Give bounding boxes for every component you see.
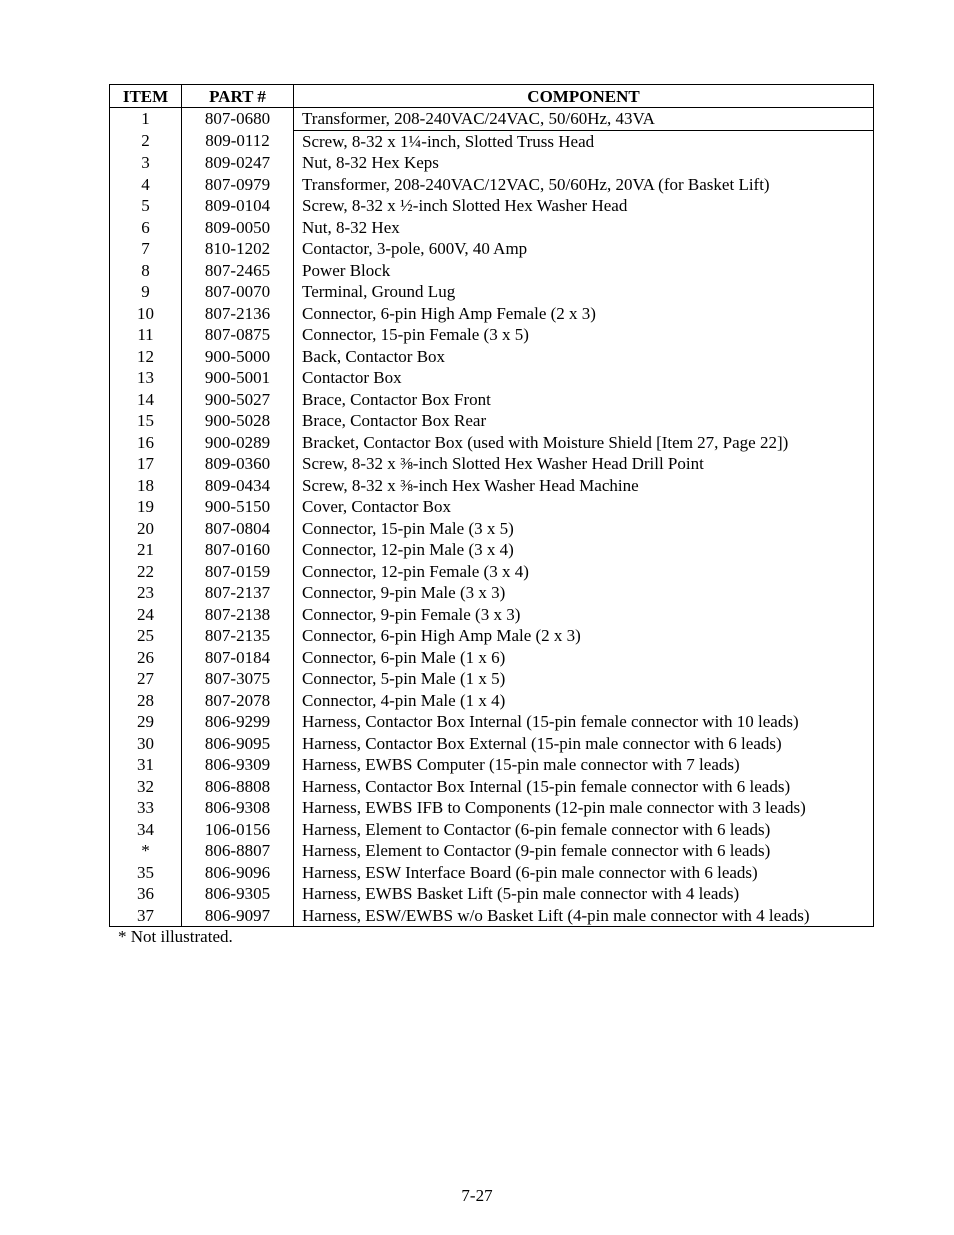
component-cell: Connector, 9-pin Male (3 x 3)	[294, 582, 874, 604]
part-number-cell: 806-9308	[182, 797, 294, 819]
item-cell: 21	[110, 539, 182, 561]
table-row	[110, 217, 874, 239]
item-cell: *	[110, 840, 182, 862]
component-cell: Cover, Contactor Box	[294, 496, 874, 518]
table-row	[110, 453, 874, 475]
component-cell: Bracket, Contactor Box (used with Moisture Shield [Item 27, Page 22])	[294, 432, 874, 454]
part-number-cell: 807-0159	[182, 561, 294, 583]
table-row	[110, 690, 874, 712]
part-number-cell: 807-0184	[182, 647, 294, 669]
component-cell: Harness, EWBS Basket Lift (5-pin male connector with 4 leads)	[294, 883, 874, 905]
component-cell: Connector, 6-pin Male (1 x 6)	[294, 647, 874, 669]
table-row	[110, 518, 874, 540]
table-row	[110, 582, 874, 604]
part-number-cell: 807-0070	[182, 281, 294, 303]
component-cell: Power Block	[294, 260, 874, 282]
table-header-row	[110, 85, 874, 108]
component-cell: Connector, 6-pin High Amp Male (2 x 3)	[294, 625, 874, 647]
table-row	[110, 905, 874, 927]
item-cell: 33	[110, 797, 182, 819]
component-cell: Connector, 4-pin Male (1 x 4)	[294, 690, 874, 712]
item-cell: 7	[110, 238, 182, 260]
item-cell: 20	[110, 518, 182, 540]
footnote: * Not illustrated.	[118, 927, 233, 946]
part-number-cell: 807-2138	[182, 604, 294, 626]
part-number-cell: 806-9305	[182, 883, 294, 905]
part-number-cell: 807-0979	[182, 174, 294, 196]
component-cell: Screw, 8-32 x ½-inch Slotted Hex Washer Head	[294, 195, 874, 217]
part-number-cell: 807-0160	[182, 539, 294, 561]
part-number-cell: 900-5000	[182, 346, 294, 368]
item-cell: 29	[110, 711, 182, 733]
item-cell: 4	[110, 174, 182, 196]
component-cell: Brace, Contactor Box Rear	[294, 410, 874, 432]
part-number-cell: 807-2136	[182, 303, 294, 325]
item-cell: 35	[110, 862, 182, 884]
item-cell: 31	[110, 754, 182, 776]
table-row	[110, 410, 874, 432]
item-cell: 13	[110, 367, 182, 389]
part-number-cell: 900-5150	[182, 496, 294, 518]
item-cell: 1	[110, 108, 182, 131]
item-cell: 22	[110, 561, 182, 583]
item-cell: 32	[110, 776, 182, 798]
component-cell: Contactor, 3-pole, 600V, 40 Amp	[294, 238, 874, 260]
table-row	[110, 668, 874, 690]
item-cell: 11	[110, 324, 182, 346]
component-cell: Terminal, Ground Lug	[294, 281, 874, 303]
table-row	[110, 260, 874, 282]
table-row	[110, 776, 874, 798]
item-cell: 27	[110, 668, 182, 690]
part-number-cell: 807-2078	[182, 690, 294, 712]
item-cell: 23	[110, 582, 182, 604]
table-row	[110, 432, 874, 454]
part-number-cell: 900-5001	[182, 367, 294, 389]
table-row	[110, 174, 874, 196]
table-row	[110, 883, 874, 905]
part-number-cell: 807-0680	[182, 108, 294, 131]
part-number-cell: 806-9299	[182, 711, 294, 733]
part-number-cell: 807-0804	[182, 518, 294, 540]
part-number-cell: 809-0112	[182, 130, 294, 152]
component-cell: Nut, 8-32 Hex Keps	[294, 152, 874, 174]
component-cell: Connector, 6-pin High Amp Female (2 x 3)	[294, 303, 874, 325]
part-number-cell: 809-0247	[182, 152, 294, 174]
header-item: ITEM	[110, 85, 182, 108]
part-number-cell: 807-2465	[182, 260, 294, 282]
table-row	[110, 389, 874, 411]
component-cell: Brace, Contactor Box Front	[294, 389, 874, 411]
part-number-cell: 106-0156	[182, 819, 294, 841]
item-cell: 28	[110, 690, 182, 712]
component-cell: Connector, 15-pin Female (3 x 5)	[294, 324, 874, 346]
table-row	[110, 475, 874, 497]
component-cell: Connector, 5-pin Male (1 x 5)	[294, 668, 874, 690]
parts-table-body	[110, 108, 874, 927]
part-number-cell: 809-0050	[182, 217, 294, 239]
part-number-cell: 900-0289	[182, 432, 294, 454]
item-cell: 9	[110, 281, 182, 303]
component-cell: Screw, 8-32 x ⅜-inch Slotted Hex Washer Head Drill Point	[294, 453, 874, 475]
table-row	[110, 797, 874, 819]
part-number-cell: 806-9095	[182, 733, 294, 755]
item-cell: 14	[110, 389, 182, 411]
component-cell: Transformer, 208-240VAC/24VAC, 50/60Hz, 43VA	[294, 108, 874, 131]
header-component: COMPONENT	[294, 85, 874, 108]
item-cell: 18	[110, 475, 182, 497]
table-row	[110, 819, 874, 841]
item-cell: 15	[110, 410, 182, 432]
component-cell: Harness, Contactor Box Internal (15-pin female connector with 6 leads)	[294, 776, 874, 798]
page-number: 7-27	[461, 1186, 493, 1205]
table-row	[110, 195, 874, 217]
table-row	[110, 604, 874, 626]
table-row	[110, 130, 874, 152]
component-cell: Harness, EWBS IFB to Components (12-pin male connector with 3 leads)	[294, 797, 874, 819]
component-cell: Connector, 15-pin Male (3 x 5)	[294, 518, 874, 540]
table-row	[110, 733, 874, 755]
item-cell: 6	[110, 217, 182, 239]
table-row	[110, 647, 874, 669]
part-number-cell: 807-2137	[182, 582, 294, 604]
component-cell: Harness, Element to Contactor (9-pin female connector with 6 leads)	[294, 840, 874, 862]
component-cell: Back, Contactor Box	[294, 346, 874, 368]
table-row	[110, 496, 874, 518]
item-cell: 24	[110, 604, 182, 626]
component-cell: Connector, 12-pin Male (3 x 4)	[294, 539, 874, 561]
table-row	[110, 711, 874, 733]
part-number-cell: 900-5027	[182, 389, 294, 411]
part-number-cell: 809-0104	[182, 195, 294, 217]
item-cell: 19	[110, 496, 182, 518]
table-row	[110, 152, 874, 174]
table-row	[110, 754, 874, 776]
part-number-cell: 807-0875	[182, 324, 294, 346]
item-cell: 8	[110, 260, 182, 282]
table-row	[110, 862, 874, 884]
component-cell: Contactor Box	[294, 367, 874, 389]
component-cell: Harness, Element to Contactor (6-pin female connector with 6 leads)	[294, 819, 874, 841]
item-cell: 5	[110, 195, 182, 217]
item-cell: 37	[110, 905, 182, 927]
part-number-cell: 806-8807	[182, 840, 294, 862]
item-cell: 16	[110, 432, 182, 454]
component-cell: Harness, Contactor Box External (15-pin male connector with 6 leads)	[294, 733, 874, 755]
component-cell: Harness, ESW/EWBS w/o Basket Lift (4-pin male connector with 4 leads)	[294, 905, 874, 927]
table-row	[110, 108, 874, 131]
part-number-cell: 806-8808	[182, 776, 294, 798]
item-cell: 34	[110, 819, 182, 841]
part-number-cell: 807-3075	[182, 668, 294, 690]
item-cell: 36	[110, 883, 182, 905]
part-number-cell: 809-0360	[182, 453, 294, 475]
part-number-cell: 806-9097	[182, 905, 294, 927]
table-row	[110, 238, 874, 260]
part-number-cell: 806-9309	[182, 754, 294, 776]
component-cell: Connector, 12-pin Female (3 x 4)	[294, 561, 874, 583]
item-cell: 3	[110, 152, 182, 174]
item-cell: 25	[110, 625, 182, 647]
component-cell: Harness, ESW Interface Board (6-pin male connector with 6 leads)	[294, 862, 874, 884]
table-row	[110, 346, 874, 368]
table-row	[110, 303, 874, 325]
item-cell: 12	[110, 346, 182, 368]
item-cell: 17	[110, 453, 182, 475]
component-cell: Harness, Contactor Box Internal (15-pin female connector with 10 leads)	[294, 711, 874, 733]
part-number-cell: 807-2135	[182, 625, 294, 647]
table-row	[110, 539, 874, 561]
component-cell: Transformer, 208-240VAC/12VAC, 50/60Hz, 20VA (for Basket Lift)	[294, 174, 874, 196]
table-row	[110, 625, 874, 647]
item-cell: 10	[110, 303, 182, 325]
part-number-cell: 810-1202	[182, 238, 294, 260]
parts-table	[109, 84, 874, 927]
table-row	[110, 367, 874, 389]
part-number-cell: 809-0434	[182, 475, 294, 497]
component-cell: Nut, 8-32 Hex	[294, 217, 874, 239]
table-row	[110, 840, 874, 862]
item-cell: 30	[110, 733, 182, 755]
table-row	[110, 324, 874, 346]
item-cell: 26	[110, 647, 182, 669]
header-part-number: PART #	[182, 85, 294, 108]
component-cell: Screw, 8-32 x ⅜-inch Hex Washer Head Machine	[294, 475, 874, 497]
component-cell: Harness, EWBS Computer (15-pin male connector with 7 leads)	[294, 754, 874, 776]
table-row	[110, 561, 874, 583]
part-number-cell: 900-5028	[182, 410, 294, 432]
table-row	[110, 281, 874, 303]
component-cell: Connector, 9-pin Female (3 x 3)	[294, 604, 874, 626]
part-number-cell: 806-9096	[182, 862, 294, 884]
item-cell: 2	[110, 130, 182, 152]
component-cell: Screw, 8-32 x 1¼-inch, Slotted Truss Head	[294, 130, 874, 152]
